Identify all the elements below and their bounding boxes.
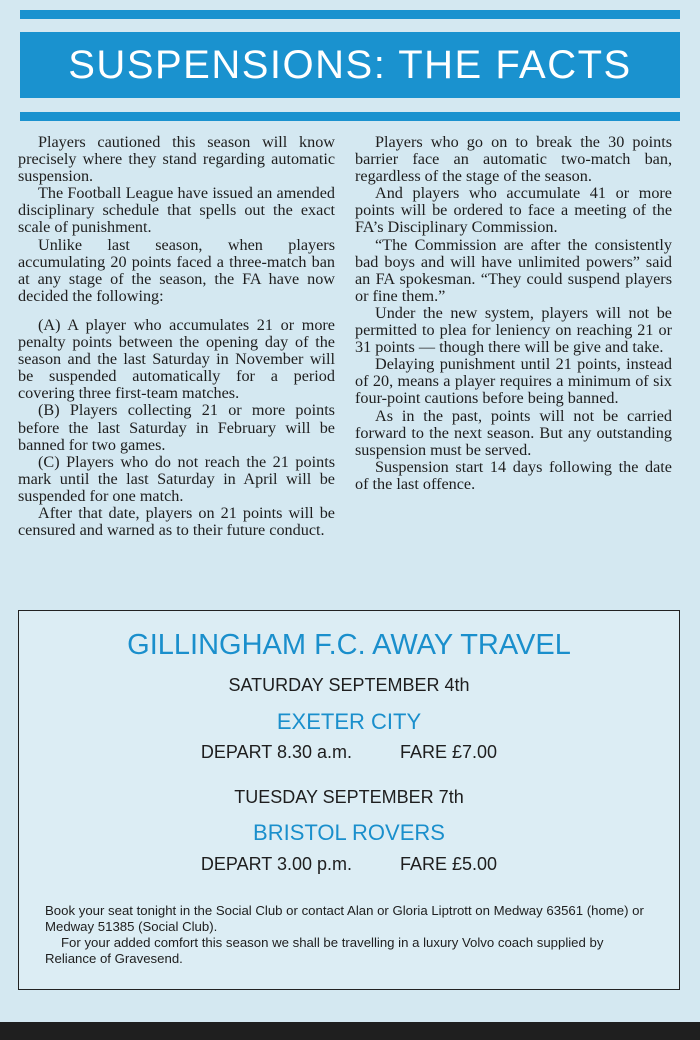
paragraph: Players cautioned this season will know precisely where they stand regarding automatic suspension. [18, 133, 335, 186]
paragraph: After that date, players on 21 points will be censured and warned as to their future conduct. [18, 503, 335, 540]
trip-date: SATURDAY SEPTEMBER 4th [228, 675, 470, 695]
paragraph: And players who accumulate 41 or more points will be ordered to face a meeting of the FA’s Disciplinary Commission. [355, 184, 672, 237]
trip-depart: DEPART 3.00 p.m. [200, 854, 352, 874]
trip-depart: DEPART 8.30 a.m. [200, 742, 352, 762]
title-banner [20, 32, 680, 98]
paragraph: Unlike last season, when players accumulating 20 points faced a three-match ban at any stage of the season, the FA have now decided the following: [18, 235, 335, 305]
paragraph: As in the past, points will not be carried forward to the next season. But any outstanding suspension must be served. [355, 406, 672, 459]
travel-title: GILLINGHAM F.C. AWAY TRAVEL [127, 629, 571, 661]
paragraph: (B) Players collecting 21 or more points before the last Saturday in February will be banned for two games. [18, 401, 335, 454]
travel-notes [45, 903, 657, 967]
trip-date: TUESDAY SEPTEMBER 7th [234, 787, 464, 807]
trip-details [19, 854, 679, 875]
comfort-note: For your added comfort this season we shall be travelling in a luxury Volvo coach supplied by Reliance of Gravesend. [45, 935, 604, 966]
trip-details [19, 742, 679, 763]
paragraph: The Football League have issued an amended disciplinary schedule that spells out the exact scale of punishment. [18, 184, 335, 237]
page-title: SUSPENSIONS: THE FACTS [68, 42, 632, 87]
paragraph: “The Commission are after the consistently bad boys and will have unlimited powers” said an FA spokesman. “They could suspend players or fine them.” [355, 235, 672, 305]
bottom-rule [20, 112, 680, 121]
page-bottom-edge [0, 1022, 700, 1040]
paragraph: Suspension start 14 days following the date of the last offence. [355, 457, 672, 493]
article-column-right [355, 134, 672, 493]
paragraph: (C) Players who do not reach the 21 points mark until the last Saturday in April will be suspended for one match. [18, 452, 335, 505]
trip-fare: FARE £5.00 [400, 854, 498, 874]
paragraph: Under the new system, players will not be permitted to plea for leniency on reaching 21 or 31 points — though there will be give and take. [355, 303, 672, 357]
top-rule [20, 10, 680, 19]
trip-opponent: EXETER CITY [276, 709, 422, 734]
trip-fare: FARE £7.00 [400, 742, 498, 762]
paragraph: Players who go on to break the 30 points barrier face an automatic two-match ban, regardless of the stage of the season. [355, 133, 672, 186]
away-travel-box [18, 610, 680, 990]
booking-note: Book your seat tonight in the Social Club or contact Alan or Gloria Liptrott on Medway 63561 (home) or Medway 51385 (Social Club). [45, 903, 644, 934]
trip-opponent: BRISTOL ROVERS [253, 820, 445, 845]
article-column-left [18, 134, 335, 539]
paragraph: Delaying punishment until 21 points, instead of 20, means a player requires a minimum of six four-point cautions before being banned. [355, 355, 672, 408]
paragraph: (A) A player who accumulates 21 or more penalty points between the opening day of the season and the last Saturday in November will be suspended automatically for a period covering three first-team matches. [18, 315, 335, 403]
